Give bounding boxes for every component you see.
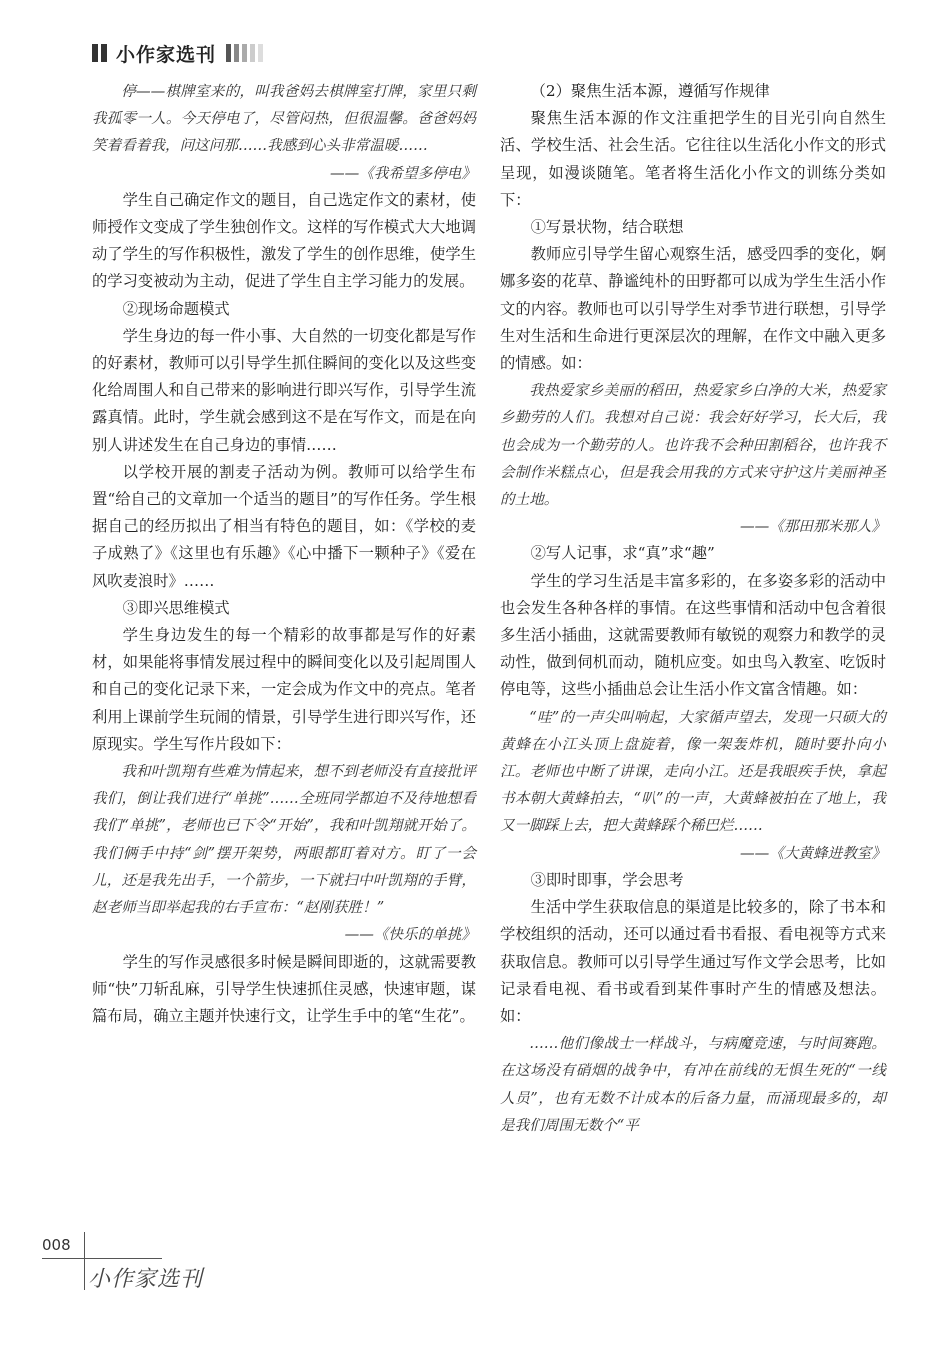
body-paragraph: 学生的学习生活是丰富多彩的，在多姿多彩的活动中也会发生各种各样的事情。在这些事情和活动中包含着很多生活小插曲，这就需要教师有敏锐的观察力和教学的灵动性，做到伺机而动，随机应变。如虫鸟入教室、吃饭时停电等，这些小插曲总会让生活小作文富含情趣。如： — [500, 571, 886, 699]
right-column — [500, 78, 886, 1139]
section-heading: ③即兴思维模式 — [122, 598, 230, 617]
body-paragraph: 学生身边发生的每一个精彩的故事都是写作的好素材，如果能将事情发展过程中的瞬间变化以及引起周围人和自己的变化记录下来，一定会成为作文中的亮点。笔者利用上课前学生玩闹的情景，引导学生进行即兴写作，还原现实。学生写作片段如下： — [92, 626, 476, 753]
header-bar — [92, 44, 98, 62]
header-fade-bar — [242, 44, 247, 62]
header-left-bars — [92, 44, 107, 62]
excerpt-source: ——《我希望多停电》 — [330, 164, 476, 182]
excerpt-source: ——《那田那米那人》 — [740, 518, 886, 536]
body-paragraph: 生活中学生获取信息的渠道是比较多的，除了书本和学校组织的活动，还可以通过看书看报、看电视等方式来获取信息。教师可以引导学生通过写作文学会思考，比如记录看电视、看书或看到某件事时产生的情感及想法。如： — [500, 898, 886, 1025]
header-fade-bar — [258, 44, 263, 62]
student-excerpt: ……他们像战士一样战斗，与病魔竞速，与时间赛跑。在这场没有硝烟的战争中，有冲在前线的无惧生死的“一线人员”，也有无数不计成本的后备力量，而涌现最多的，却是我们周围无数个“平 — [500, 1035, 886, 1134]
body-paragraph: 学生自己确定作文的题目，自己选定作文的素材，使师授作文变成了学生独创作文。这样的写作模式大大地调动了学生的写作积极性，激发了学生的创作思维，使学生的学习变被动为主动，促进了学生自主学习能力的发展。 — [92, 190, 476, 291]
section-heading: ③即时即事，学会思考 — [530, 870, 684, 889]
left-column — [92, 78, 476, 1030]
section-heading: （2）聚焦生活本源，遵循写作规律 — [530, 82, 770, 100]
footer-logo: 小作家选刊 — [88, 1267, 204, 1292]
footer-divider-horizontal — [42, 1258, 162, 1259]
header-fade-bar — [234, 44, 239, 62]
student-excerpt: 我和叶凯翔有些难为情起来，想不到老师没有直接批评我们，倒让我们进行“单挑”……全班同学都迫不及待地想看我们“单挑”，老师也已下令“开始”，我和叶凯翔就开始了。我们俩手中持“剑”摆开架势，两眼都盯着对方。盯了一会儿，还是我先出手，一个箭步，一下就扫中叶凯翔的手臂，赵老师当即举起我的右手宣布：“赵刚获胜！” — [92, 763, 476, 917]
excerpt-source: ——《快乐的单挑》 — [344, 926, 476, 944]
student-excerpt: “哇”的一声尖叫响起，大家循声望去，发现一只硕大的黄蜂在小江头顶上盘旋着，像一架轰炸机，随时要扑向小江。老师也中断了讲课，走向小江。还是我眼疾手快，拿起书本朝大黄蜂拍去，“叭”的一声，大黄蜂被拍在了地上，我又一脚踩上去，把大黄蜂踩个稀巴烂…… — [500, 708, 886, 835]
student-excerpt: 我热爱家乡美丽的稻田，热爱家乡白净的大米，热爱家乡勤劳的人们。我想对自己说：我会好好学习，长大后，我也会成为一个勤劳的人。也许我不会种田割稻谷，也许我不会制作米糕点心，但是我会用我的方式来守护这片美丽神圣的土地。 — [500, 382, 886, 509]
header-right-bars — [226, 44, 263, 62]
body-paragraph: 学生的写作灵感很多时候是瞬间即逝的，这就需要教师“快”刀斩乱麻，引导学生快速抓住灵感，快速审题，谋篇布局，确立主题并快速行文，让学生手中的笔“生花”。 — [92, 952, 476, 1025]
excerpt-source: ——《大黄蜂进教室》 — [740, 844, 886, 862]
body-paragraph: 教师应引导学生留心观察生活，感受四季的变化，婀娜多姿的花草、静谧纯朴的田野都可以成为学生生活小作文的内容。教师也可以引导学生对季节进行联想，引导学生对生活和生命进行更深层次的理解，在作文中融入更多的情感。如： — [500, 245, 886, 373]
section-heading: ②现场命题模式 — [122, 299, 230, 318]
body-paragraph: 以学校开展的割麦子活动为例。教师可以给学生布置“给自己的文章加一个适当的题目”的写作任务。学生根据自己的经历拟出了相当有特色的题目，如：《学校的麦子成熟了》《这里也有乐趣》《心中播下一颗种子》《爱在风吹麦浪时》…… — [92, 462, 476, 590]
section-heading: ①写景状物，结合联想 — [530, 218, 684, 237]
section-heading: ②写人记事，求“真”求“趣” — [530, 544, 715, 563]
journal-title: 小作家选刊 — [116, 43, 217, 66]
body-paragraph: 聚焦生活本源的作文注重把学生的目光引向自然生活、学校生活、社会生活。它往往以生活化小作文的形式呈现，如漫谈随笔。笔者将生活化小作文的训练分类如下： — [500, 109, 886, 209]
page-number: 008 — [42, 1236, 71, 1254]
student-excerpt: 停——棋牌室来的，叫我爸妈去棋牌室打牌，家里只剩我孤零一人。今天停电了，尽管闷热，但很温馨。爸爸妈妈笑着看着我，问这问那……我感到心头非常温暖…… — [92, 83, 476, 155]
page-header — [92, 40, 263, 66]
footer-divider-vertical — [84, 1232, 85, 1290]
body-paragraph: 学生身边的每一件小事、大自然的一切变化都是写作的好素材，教师可以引导学生抓住瞬间的变化以及这些变化给周围人和自己带来的影响进行即兴写作，引导学生流露真情。此时，学生就会感到这不是在写作文，而是在向别人讲述发生在自己身边的事情…… — [92, 326, 476, 454]
header-fade-bar — [250, 44, 255, 62]
header-fade-bar — [226, 44, 231, 62]
header-bar — [101, 44, 107, 62]
